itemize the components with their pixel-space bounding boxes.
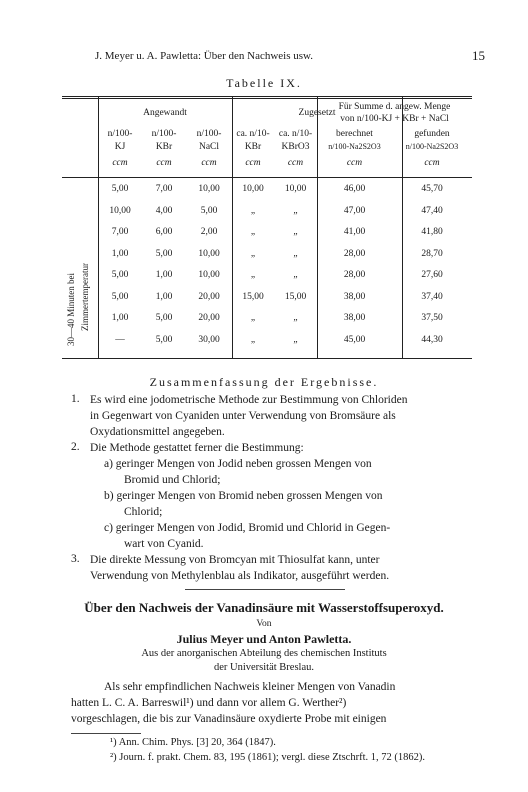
article-von: Von — [256, 619, 272, 629]
item-number: 2. — [71, 441, 80, 453]
subheader2: n/100-Na2S2O3 — [328, 142, 381, 151]
subheader2: NaCl — [198, 142, 220, 152]
unit: ccm — [287, 158, 304, 168]
subheader: n/100- — [107, 129, 133, 139]
unit: ccm — [201, 158, 217, 168]
table-cell: 38,00 — [343, 313, 366, 323]
subheader: berechnet — [336, 129, 373, 139]
table-cell: 20,00 — [198, 313, 220, 323]
sub-a-line1: a) geringer Mengen von Jodid neben grossen Mengen von — [104, 458, 372, 470]
table-cell: 30,00 — [198, 334, 220, 345]
table-cell: 28,00 — [343, 248, 366, 259]
table-cell: „ — [250, 313, 256, 323]
side-label-time: 30—40 Minuten bei — [66, 273, 76, 346]
table-cell: 15,00 — [284, 291, 307, 302]
table-cell: „ — [250, 227, 256, 237]
table-cell: „ — [293, 270, 298, 280]
unit: ccm — [424, 158, 440, 168]
table-cell: 47,00 — [343, 205, 366, 216]
unit: ccm — [346, 158, 363, 168]
subheader: ca. n/10- — [278, 129, 313, 139]
table-cell: 1,00 — [155, 270, 173, 280]
table-cell: 10,00 — [284, 184, 307, 194]
table-cell: 45,00 — [343, 334, 366, 345]
header-zugesetzt: Zugesetzt — [298, 108, 336, 118]
table-cell: „ — [293, 205, 298, 216]
table-cell: 5,00 — [111, 184, 129, 194]
table-cell: 7,00 — [111, 227, 129, 237]
article-authors: Julius Meyer und Anton Pawletta. — [176, 632, 352, 646]
sub-b-line1: b) geringer Mengen von Bromid neben grossen Mengen von — [104, 490, 383, 502]
table-cell: 10,00 — [198, 248, 220, 259]
table-cell: 5,00 — [155, 248, 173, 259]
table-cell: 2,00 — [200, 227, 218, 237]
table-cell: 4,00 — [155, 205, 173, 216]
table-cell: 5,00 — [155, 313, 173, 323]
side-label-temperature: Zimmertemperatur — [80, 263, 90, 331]
item-number: 1. — [71, 393, 80, 405]
table-cell: 10,00 — [109, 205, 131, 216]
subheader2: KBr — [155, 142, 173, 152]
table-cell: 37,50 — [421, 313, 443, 323]
unit: ccm — [245, 158, 261, 168]
table-cell: 1,00 — [155, 291, 173, 302]
item3-line1: Die direkte Messung von Bromcyan mit Thiosulfat kann, unter — [90, 554, 380, 566]
unit: ccm — [156, 158, 172, 168]
table-cell: „ — [293, 313, 298, 323]
table-cell: 28,70 — [421, 248, 443, 259]
table-cell: „ — [293, 334, 298, 345]
table-cell: „ — [250, 205, 256, 216]
subheader2: n/100-Na2S2O3 — [405, 142, 459, 151]
table-cell: 47,40 — [421, 205, 443, 216]
subheader2: KBrO3 — [281, 142, 310, 152]
subheader2: KBr — [244, 142, 262, 152]
table-cell: 5,00 — [111, 291, 129, 302]
body-line3: vorgeschlagen, die bis zur Vanadinsäure oxydierte Probe mit einigen — [71, 713, 387, 725]
table-cell: „ — [293, 248, 298, 259]
table-cell: 20,00 — [198, 291, 220, 302]
table-cell: „ — [293, 227, 298, 237]
table-cell: 28,00 — [343, 270, 366, 280]
table-cell: 5,00 — [111, 270, 129, 280]
body-line2: hatten L. C. A. Barreswil¹) und dann vor allem G. Werther²) — [71, 697, 347, 709]
table-cell: 27,60 — [421, 270, 443, 280]
table-cell: 5,00 — [155, 334, 173, 345]
table-title: Tabelle IX. — [226, 76, 302, 90]
table-cell: 1,00 — [111, 313, 129, 323]
table-cell: 46,00 — [343, 184, 366, 194]
sub-b-line2: Chlorid; — [124, 506, 163, 518]
page-number: 15 — [472, 48, 485, 63]
table-cell: 10,00 — [198, 184, 220, 194]
table-cell: 41,80 — [421, 227, 443, 237]
table-cell: 10,00 — [198, 270, 220, 280]
table-cell: 15,00 — [242, 291, 264, 302]
table-cell: 7,00 — [155, 184, 173, 194]
footnote-2: ²) Journ. f. prakt. Chem. 83, 195 (1861); vergl. diese Ztschrft. 1, 72 (1862). — [110, 752, 425, 763]
item1-line2: in Gegenwart von Cyaniden unter Verwendung von Bromsäure als — [90, 410, 396, 422]
subheader: n/100- — [151, 129, 177, 139]
running-header — [95, 50, 485, 62]
separator-rule — [185, 589, 345, 590]
table-cell: „ — [250, 334, 256, 345]
table-cell: „ — [250, 270, 256, 280]
header-summe-line2: von n/100-KJ + KBr + NaCl — [340, 114, 449, 124]
item1-line1: Es wird eine jodometrische Methode zur Bestimmung von Chloriden — [90, 394, 408, 406]
article-affiliation-2: der Universität Breslau. — [213, 662, 314, 673]
sub-a-line2: Bromid und Chlorid; — [124, 474, 221, 486]
table-cell: „ — [250, 248, 256, 259]
header-angewandt: Angewandt — [143, 108, 187, 118]
table-cell: 5,00 — [200, 205, 218, 216]
body-line1: Als sehr empfindlichen Nachweis kleiner Mengen von Vanadin — [104, 681, 396, 693]
subheader: gefunden — [414, 129, 450, 139]
article-title: Über den Nachweis der Vanadinsäure mit Wasserstoffsuperoxyd. — [84, 600, 444, 615]
table-cell: 41,00 — [343, 227, 366, 237]
article-affiliation-1: Aus der anorganischen Abteilung des chemischen Instituts — [141, 648, 387, 659]
table-cell: 45,70 — [421, 184, 443, 194]
running-title: J. Meyer u. A. Pawletta: Über den Nachweis usw. — [95, 50, 314, 62]
sub-c-line1: c) geringer Mengen von Jodid, Bromid und Chlorid in Gegen- — [104, 522, 391, 534]
item-number: 3. — [71, 553, 80, 565]
sub-c-line2: wart von Cyanid. — [124, 538, 204, 550]
header-summe: Für Summe d. angew. Menge — [338, 102, 451, 112]
data-table — [62, 96, 472, 358]
subheader2: KJ — [114, 142, 126, 152]
footnote-1: ¹) Ann. Chim. Phys. [3] 20, 364 (1847). — [110, 737, 276, 748]
table-cell: 6,00 — [155, 227, 173, 237]
table-cell: 44,30 — [421, 334, 443, 345]
item2-line1: Die Methode gestattet ferner die Bestimmung: — [90, 442, 304, 454]
table-cell: 10,00 — [242, 184, 264, 194]
item1-line3: Oxydationsmittel angegeben. — [90, 426, 225, 438]
footnote-rule — [71, 733, 141, 734]
unit: ccm — [112, 158, 128, 168]
table-cell: 1,00 — [111, 248, 129, 259]
summary-title: Zusammenfassung der Ergebnisse. — [149, 375, 379, 389]
subheader: ca. n/10- — [236, 129, 270, 139]
table-cell: 38,00 — [343, 291, 366, 302]
table-cell: — — [115, 334, 125, 345]
table-cell: 37,40 — [421, 291, 443, 302]
subheader: n/100- — [196, 129, 222, 139]
item3-line2: Verwendung von Methylenblau als Indikator, ausgeführt werden. — [90, 570, 390, 582]
